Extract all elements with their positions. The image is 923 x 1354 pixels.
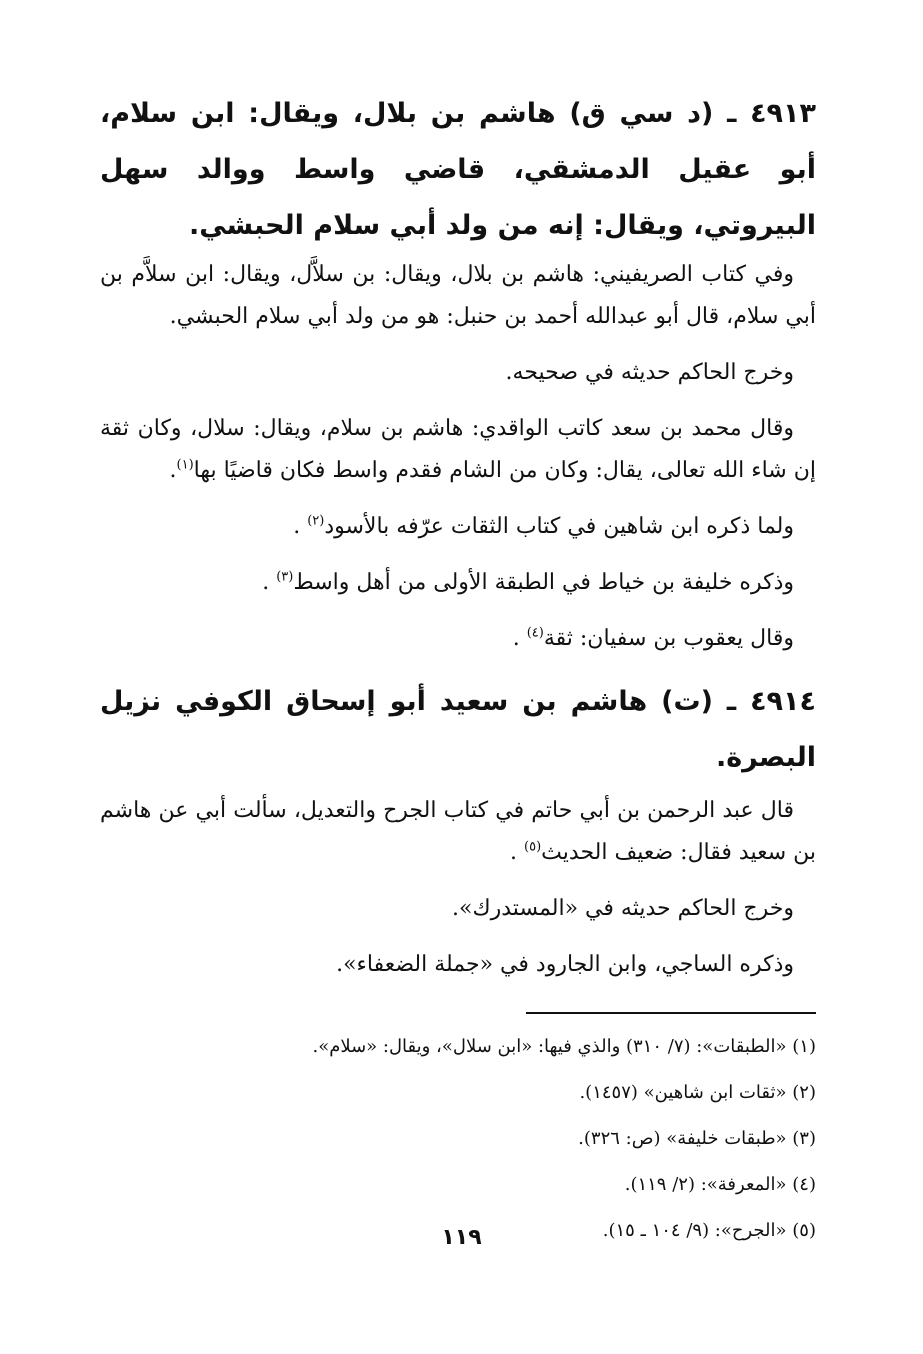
paragraph: وذكره خليفة بن خياط في الطبقة الأولى من أهل واسط$^{(٣)}$ . — [262, 569, 794, 595]
paragraph: وقال يعقوب بن سفيان: ثقة$^{(٤)}$ . — [512, 625, 794, 651]
footnote-divider — [526, 1012, 816, 1014]
paragraph: ولما ذكره ابن شاهين في كتاب الثقات عرّفه بالأسود$^{(٢)}$ . — [293, 513, 794, 539]
footnote-ref: (١) — [176, 457, 194, 473]
footnote-ref: (٢) — [307, 513, 325, 529]
footnote: (٥) «الجرح»: (٩/ ١٠٤ ـ ١٥). — [602, 1220, 816, 1241]
paragraph-text: وذكره خليفة بن خياط في الطبقة الأولى من أهل واسط — [293, 570, 794, 595]
footnote: (٤) «المعرفة»: (٢/ ١١٩). — [624, 1174, 816, 1195]
paragraph-text: ولما ذكره ابن شاهين في كتاب الثقات عرّفه بالأسود — [324, 514, 794, 539]
paragraph-text: قال عبد الرحمن بن أبي حاتم في كتاب الجرح والتعديل، سألت أبي عن هاشم بن سعيد فقال: ضعيف الحديث — [100, 798, 816, 865]
page-body — [100, 86, 816, 1254]
footnote-ref: (٥) — [524, 839, 542, 855]
footnote-ref: (٤) — [526, 625, 544, 641]
footnote: (٣) «طبقات خليفة» (ص: ٣٢٦). — [578, 1128, 816, 1149]
entry-heading: ٤٩١٣ ـ (د سي ق) هاشم بن بلال، ويقال: ابن سلام، أبو عقيل الدمشقي، قاضي واسط ووالد سهل البيروتي، ويقال: إنه من ولد أبي سلام الحبشي. — [100, 98, 816, 241]
footnote-ref: (٣) — [276, 569, 294, 585]
paragraph: وفي كتاب الصريفيني: هاشم بن بلال، ويقال: بن سلاَّل، ويقال: ابن سلاَّم بن أبي سلام، قال أبو عبدالله أحمد بن حنبل: هو من ولد أبي سلام الحبشي. — [100, 262, 816, 329]
paragraph-text: وقال يعقوب بن سفيان: ثقة — [543, 626, 794, 651]
paragraph: وذكره الساجي، وابن الجارود في «جملة الضعفاء». — [336, 952, 794, 977]
entry-heading: ٤٩١٤ ـ (ت) هاشم بن سعيد أبو إسحاق الكوفي نزيل البصرة. — [100, 686, 816, 773]
paragraph-text: وقال محمد بن سعد كاتب الواقدي: هاشم بن سلام، ويقال: سلال، وكان ثقة إن شاء الله تعالى، يقال: وكان من الشام فقدم واسط فكان قاضيًا بها — [100, 416, 816, 483]
footnote: (٢) «ثقات ابن شاهين» (١٤٥٧). — [579, 1082, 816, 1103]
page-number: ١١٩ — [441, 1225, 482, 1250]
footnotes — [100, 1024, 816, 1254]
paragraph: وخرج الحاكم حديثه في صحيحه. — [505, 360, 794, 385]
paragraph: وقال محمد بن سعد كاتب الواقدي: هاشم بن سلام، ويقال: سلال، وكان ثقة إن شاء الله تعالى، يقال: وكان من الشام فقدم واسط فكان قاضيًا بها$^{(١)}$. — [100, 416, 816, 483]
paragraph: قال عبد الرحمن بن أبي حاتم في كتاب الجرح والتعديل، سألت أبي عن هاشم بن سعيد فقال: ضعيف الحديث$^{(٥)}$ . — [100, 798, 816, 865]
paragraph: وخرج الحاكم حديثه في «المستدرك». — [452, 896, 794, 921]
footnote: (١) «الطبقات»: (٧/ ٣١٠) والذي فيها: «ابن سلال»، ويقال: «سلام». — [312, 1036, 816, 1057]
